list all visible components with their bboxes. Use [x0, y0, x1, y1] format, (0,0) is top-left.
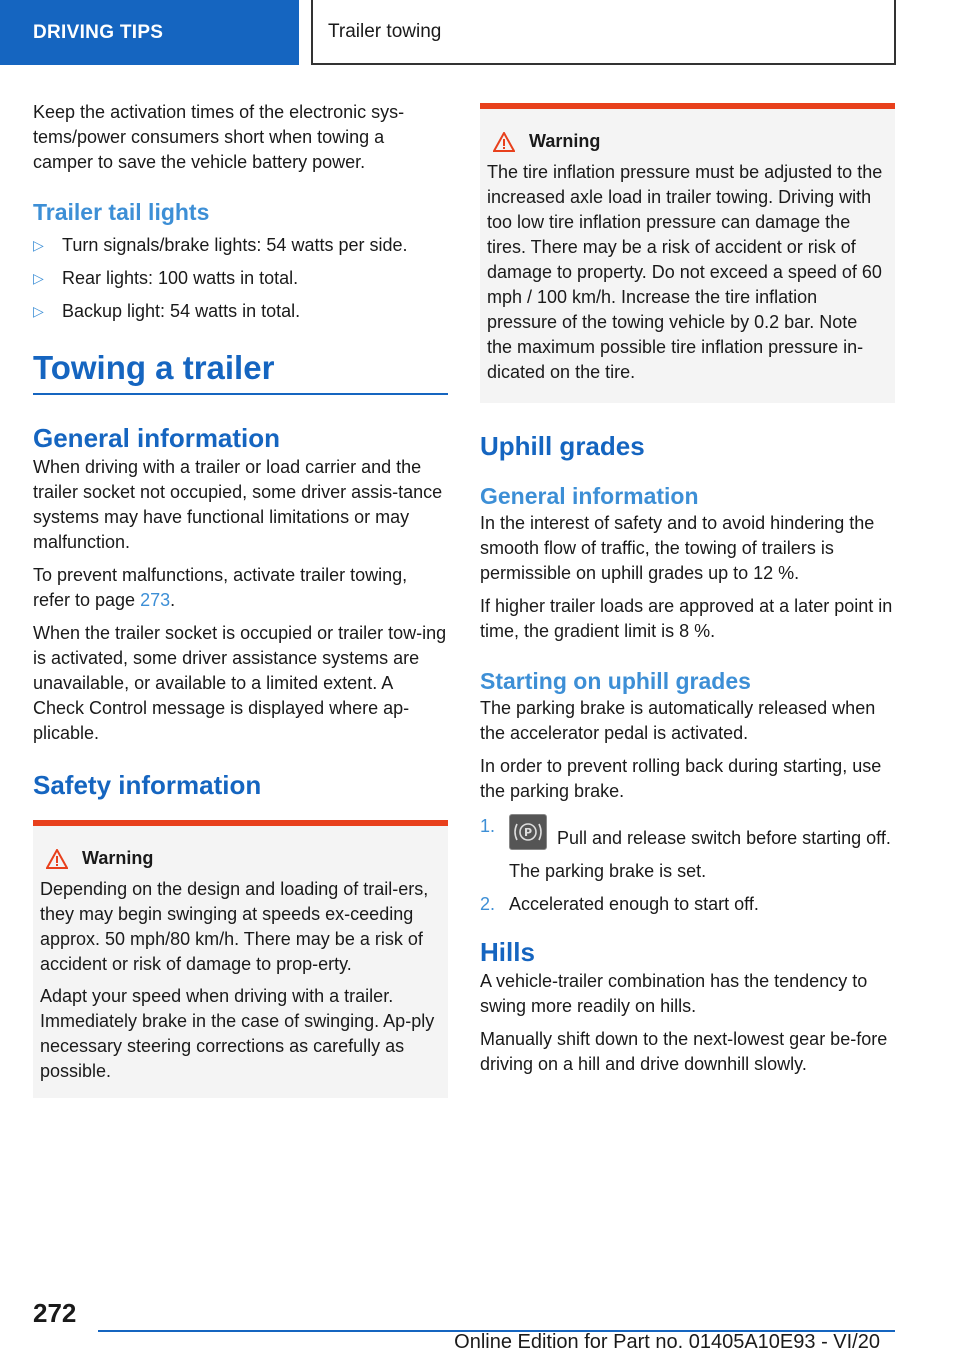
chapter-title	[311, 0, 896, 65]
hills-heading: Hills	[480, 937, 535, 967]
starting-paragraph-2: In order to prevent rolling back during starting, use the parking brake.	[480, 756, 882, 801]
general-p2-end: .	[170, 590, 176, 610]
page-reference-link[interactable]: 273	[140, 590, 171, 610]
step-text: Pull and release switch before starting off.	[557, 828, 891, 848]
tire-warning-paragraph: The tire inflation pressure must be adjusted to the increased axle load in trailer towing. Driving with too low tire inflation pressure can damage the tires. There may be a risk of accident or risk of damage to property. Do not exceed a speed of 60 mph / 100 km/h. Increase the tire inflation pressure of the towing vehicle by 0.2 bar. Note the maximum possible tire inflation pressure in-dicated on the tire.	[487, 162, 883, 382]
uphill-grades-heading: Uphill grades	[480, 431, 645, 461]
bullet-icon: ▷	[33, 303, 44, 319]
bullet-icon: ▷	[33, 270, 44, 286]
general-paragraph-2	[33, 563, 448, 613]
list-item-text: Rear lights: 100 watts in total.	[62, 268, 299, 288]
list-item	[480, 892, 895, 917]
step-number: 1.	[480, 816, 496, 836]
list-item-text: Backup light: 54 watts in total.	[62, 301, 301, 321]
warning-title	[487, 129, 887, 154]
towing-heading: Towing a trailer	[33, 349, 275, 386]
right-column	[480, 103, 895, 1085]
towing-heading-wrap	[33, 346, 448, 395]
warning-triangle-icon	[46, 849, 68, 869]
general-info-heading: General information	[33, 423, 281, 453]
step-sub-text: The parking brake is set.	[509, 861, 707, 881]
intro-paragraph: Keep the activation times of the electronic sys-tems/power consumers short when towing a camper to save the vehicle battery power.	[33, 102, 405, 172]
general-p2-text: To prevent malfunctions, activate trailer towing, refer to page	[33, 565, 408, 610]
list-item	[33, 233, 448, 258]
warning-title-text: Warning	[82, 848, 154, 868]
edition-text: Online Edition for Part no. 01405A10E93 - VI/20	[454, 1331, 880, 1353]
list-item	[33, 299, 448, 324]
list-item	[33, 266, 448, 291]
uphill-paragraph-2: If higher trailer loads are approved at a later point in time, the gradient limit is 8 %.	[480, 596, 893, 641]
tail-lights-list	[33, 233, 448, 324]
svg-text:P: P	[523, 826, 533, 839]
starting-paragraph-1: The parking brake is automatically released when the accelerator pedal is activated.	[480, 698, 876, 743]
bullet-icon: ▷	[33, 237, 44, 253]
safety-info-heading: Safety information	[33, 770, 262, 800]
starting-steps	[480, 814, 895, 917]
list-item	[480, 814, 895, 884]
warning-paragraph-2: Adapt your speed when driving with a trailer. Immediately brake in the case of swinging. Ap-ply necessary steering corrections as carefully as possible.	[40, 986, 435, 1081]
list-item-text: Turn signals/brake lights: 54 watts per side.	[62, 235, 408, 255]
page-number: 272	[33, 1298, 77, 1328]
hills-paragraph-1: A vehicle-trailer combination has the tendency to swing more readily on hills.	[480, 971, 868, 1016]
uphill-paragraph-1: In the interest of safety and to avoid hindering the smooth flow of traffic, the towing of trailers is permissible on uphill grades up to 12 %.	[480, 513, 875, 583]
chapter-title-text: Trailer towing	[328, 20, 442, 42]
warning-title-text: Warning	[529, 131, 601, 151]
safety-warning-box	[33, 820, 448, 1098]
tail-lights-heading: Trailer tail lights	[33, 199, 210, 225]
hills-paragraph-2: Manually shift down to the next-lowest gear be-fore driving on a hill and drive downhill slowly.	[480, 1029, 888, 1074]
left-column	[33, 100, 448, 1098]
step-text: Accelerated enough to start off.	[509, 894, 759, 914]
uphill-general-heading: General information	[480, 483, 699, 509]
section-tab: DRIVING TIPS	[0, 0, 299, 65]
parking-brake-icon	[509, 814, 547, 850]
warning-triangle-icon	[493, 132, 515, 152]
warning-paragraph-1: Depending on the design and loading of trail-ers, they may begin swinging at speeds ex-ceeding approx. 50 mph/80 km/h. There may be a risk of accident or risk of damage to prop-erty.	[40, 879, 429, 974]
step-number: 2.	[480, 894, 496, 914]
tire-warning-box	[480, 103, 895, 403]
general-paragraph-1: When driving with a trailer or load carrier and the trailer socket not occupied, some driver assis-tance systems may have functional limitations or may malfunction.	[33, 457, 443, 552]
starting-uphill-heading: Starting on uphill grades	[480, 668, 751, 694]
warning-title	[40, 846, 440, 871]
general-paragraph-3: When the trailer socket is occupied or trailer tow-ing is activated, some driver assistance systems are unavailable, or available to a limited extent. A Check Control message is displayed where ap-plicable.	[33, 623, 447, 743]
